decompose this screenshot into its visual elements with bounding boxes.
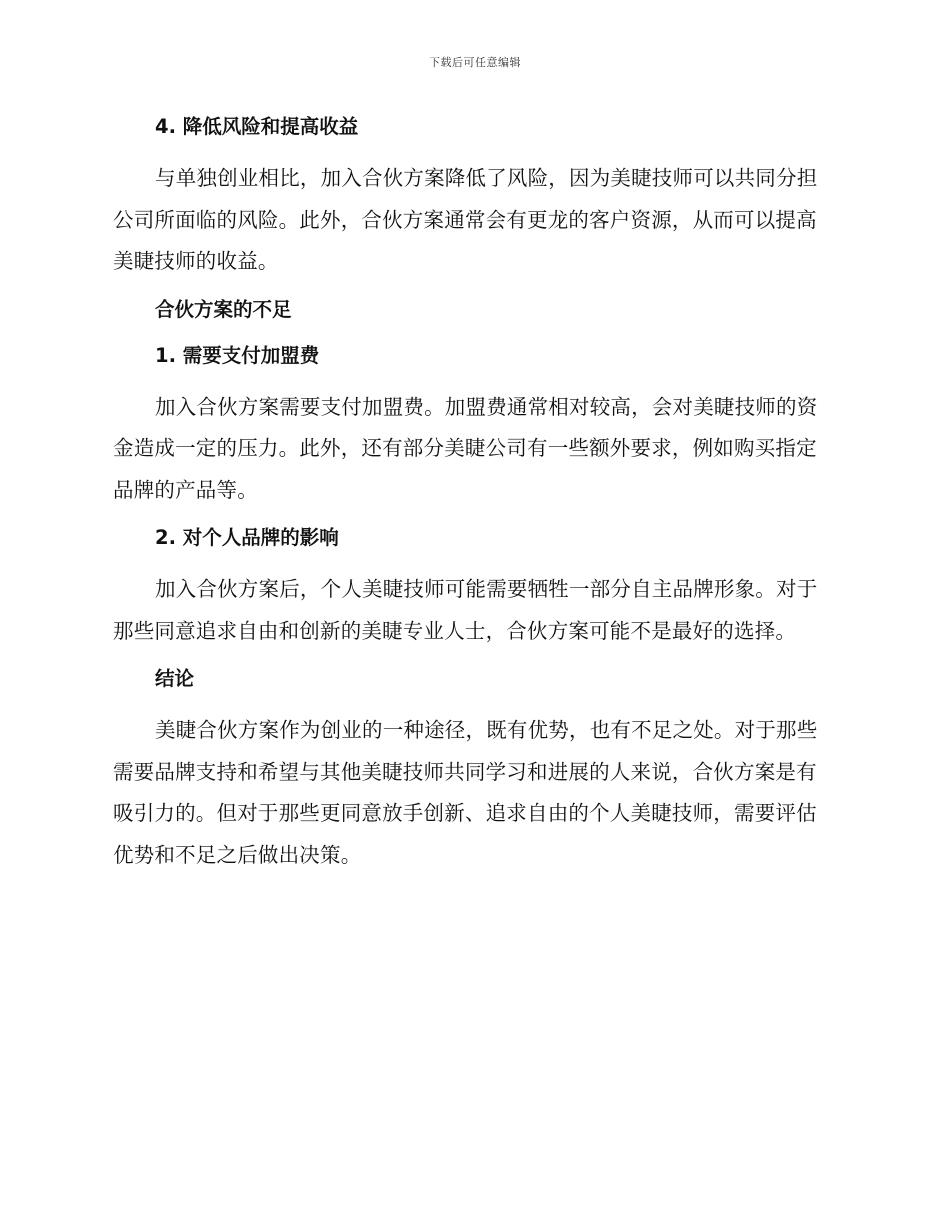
section-paragraph-personal-brand: 加入合伙方案后，个人美睫技师可能需要牺牲一部分自主品牌形象。对于那些同意追求自由和创新的美睫专业人士，合伙方案可能不是最好的选择。: [113, 577, 818, 643]
section-heading-conclusion: 结论: [155, 667, 195, 690]
section-paragraph-conclusion: 美睫合伙方案作为创业的一种途径，既有优势，也有不足之处。对于那些需要品牌支持和希望与其他美睫技师共同学习和进展的人来说，合伙方案是有吸引力的。但对于那些更同意放手创新、追求自由的个人美睫技师，需要评估优势和不足之后做出决策。: [113, 718, 818, 867]
document-body: [113, 112, 833, 888]
section-heading-franchise-fee: 1. 需要支付加盟费: [155, 343, 320, 367]
section-heading-personal-brand: 2. 对个人品牌的影响: [155, 526, 339, 549]
section-paragraph-reduce-risk: 与单独创业相比，加入合伙方案降低了风险，因为美睫技师可以共同分担公司所面临的风险。此外，合伙方案通常会有更龙的客户资源，从而可以提高美睫技师的收益。: [113, 166, 818, 273]
section-heading-shortcomings: 合伙方案的不足: [155, 297, 292, 321]
page-header-note: 下载后可任意编辑: [429, 56, 521, 69]
section-heading-reduce-risk: 4. 降低风险和提高收益: [155, 115, 359, 138]
section-paragraph-franchise-fee: 加入合伙方案需要支付加盟费。加盟费通常相对较高，会对美睫技师的资金造成一定的压力。此外，还有部分美睫公司有一些额外要求，例如购买指定品牌的产品等。: [113, 394, 818, 502]
